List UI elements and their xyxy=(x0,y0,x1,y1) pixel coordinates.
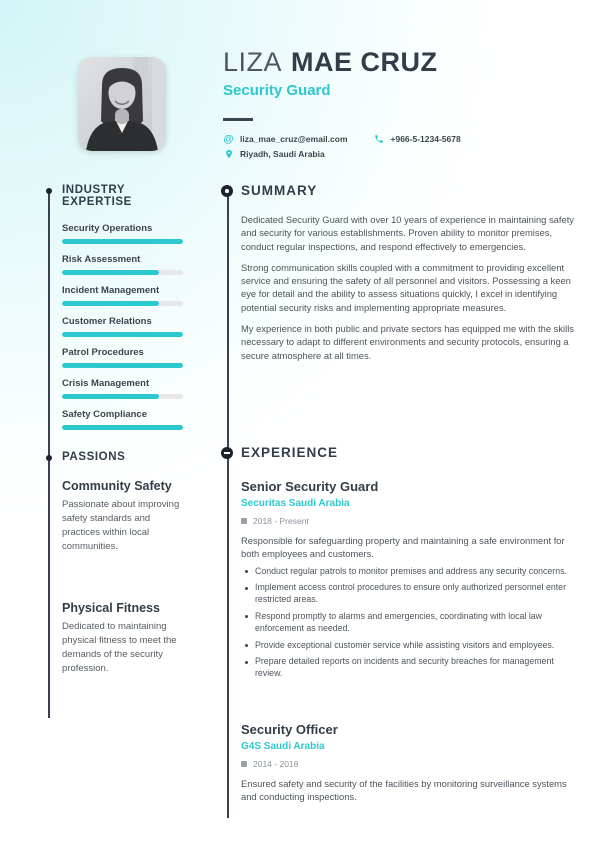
location-pin-icon xyxy=(223,148,234,159)
job-bullet: Implement access control procedures to ensure only authorized personnel enter restricted areas. xyxy=(241,582,574,606)
contact-email xyxy=(223,133,348,144)
contact-location xyxy=(223,148,325,159)
skill-item: Safety Compliance xyxy=(62,408,186,430)
profile-photo xyxy=(78,57,166,151)
job-entry xyxy=(241,479,574,680)
skill-bar xyxy=(62,332,183,337)
phone-icon xyxy=(374,133,385,144)
skill-bar xyxy=(62,301,183,306)
passions-section xyxy=(62,451,190,676)
skill-bar xyxy=(62,270,183,275)
summary-paragraph: My experience in both public and private sectors has equipped me with the skills necessary to adapt to different environments and security protocols, ensuring a secure atmosphere at all times. xyxy=(241,323,574,361)
passions-bullet-dot xyxy=(46,455,52,461)
passions-title: PASSIONS xyxy=(62,451,126,463)
passion-item: Community Safety Passionate about improving safety standards and practices within local communities. xyxy=(62,479,180,552)
job-role: Senior Security Guard xyxy=(241,479,379,494)
job-bullet: Prepare detailed reports on incidents and security breaches for management review. xyxy=(241,656,574,680)
skill-bar xyxy=(62,394,183,399)
skill-item: Risk Assessment xyxy=(62,253,186,275)
job-dates: 2014 - 2018 xyxy=(241,759,574,769)
job-bullet-list xyxy=(241,566,574,680)
skills-list xyxy=(62,222,186,430)
experience-section-icon xyxy=(221,447,233,459)
job-title: Security Guard xyxy=(223,82,331,99)
last-name: MAE CRUZ xyxy=(291,47,438,77)
job-bullet: Provide exceptional customer service while assisting visitors and employees. xyxy=(241,640,574,652)
job-bullet: Conduct regular patrols to monitor premises and address any security concerns. xyxy=(241,566,574,578)
expertise-bullet-dot xyxy=(46,188,52,194)
skill-bar xyxy=(62,239,183,244)
expertise-title: INDUSTRY EXPERTISE xyxy=(62,184,132,208)
first-name: LIZA xyxy=(223,47,283,77)
job-role: Security Officer xyxy=(241,721,338,737)
calendar-icon xyxy=(241,761,247,767)
summary-paragraph: Dedicated Security Guard with over 10 years of experience in maintaining safety and security for various establishments. Proven ability to monitor premises, conduct regular inspections, and respond effectively to emergencies. xyxy=(241,214,574,252)
job-description: Responsible for safeguarding property and maintaining a safe environment for both employees and customers. xyxy=(241,535,565,560)
header-divider xyxy=(223,118,253,121)
page-title xyxy=(223,47,438,78)
location-value: Riyadh, Saudi Arabia xyxy=(240,148,325,159)
skill-bar xyxy=(62,425,183,430)
skill-item: Customer Relations xyxy=(62,315,186,337)
job-description: Ensured safety and security of the facilities by monitoring surveillance systems and conducting inspections. xyxy=(241,777,567,803)
phone-value: +966-5-1234-5678 xyxy=(390,133,461,144)
job-bullet: Respond promptly to alarms and emergencies, coordinating with local law enforcement as needed. xyxy=(241,611,574,635)
sidebar xyxy=(62,184,186,439)
job-company: G4S Saudi Arabia xyxy=(241,740,325,752)
right-timeline-rail xyxy=(227,191,229,818)
skill-item: Incident Management xyxy=(62,284,186,306)
contact-phone xyxy=(374,133,461,144)
summary-section-icon xyxy=(221,185,233,197)
job-company: Securitas Saudi Arabia xyxy=(241,498,350,509)
skill-bar xyxy=(62,363,183,368)
job-dates: 2018 - Present xyxy=(241,516,574,526)
passion-item: Physical Fitness Dedicated to maintaining physical fitness to meet the demands of the security profession. xyxy=(62,601,177,674)
portrait-illustration xyxy=(78,57,166,151)
summary-paragraph: Strong communication skills coupled with a commitment to providing excellent service and ensuring the safety of all personnel and visitors. Possessing a keen eye for detail and the ability to assess situations quickly, I excel in identifying potential security risks and implementing appropriate measures. xyxy=(241,261,571,313)
name-block xyxy=(223,47,438,121)
experience-title: EXPERIENCE xyxy=(241,445,339,460)
summary-title: SUMMARY xyxy=(241,183,318,198)
job-entry xyxy=(241,722,574,804)
skill-item: Crisis Management xyxy=(62,377,186,399)
email-icon: @ xyxy=(223,132,234,145)
contact-info xyxy=(223,131,461,161)
skill-item: Patrol Procedures xyxy=(62,346,186,368)
summary-section xyxy=(241,183,574,370)
experience-section xyxy=(241,445,574,804)
email-value: liza_mae_cruz@email.com xyxy=(240,133,348,144)
calendar-icon xyxy=(241,518,247,524)
skill-item: Security Operations xyxy=(62,222,186,244)
